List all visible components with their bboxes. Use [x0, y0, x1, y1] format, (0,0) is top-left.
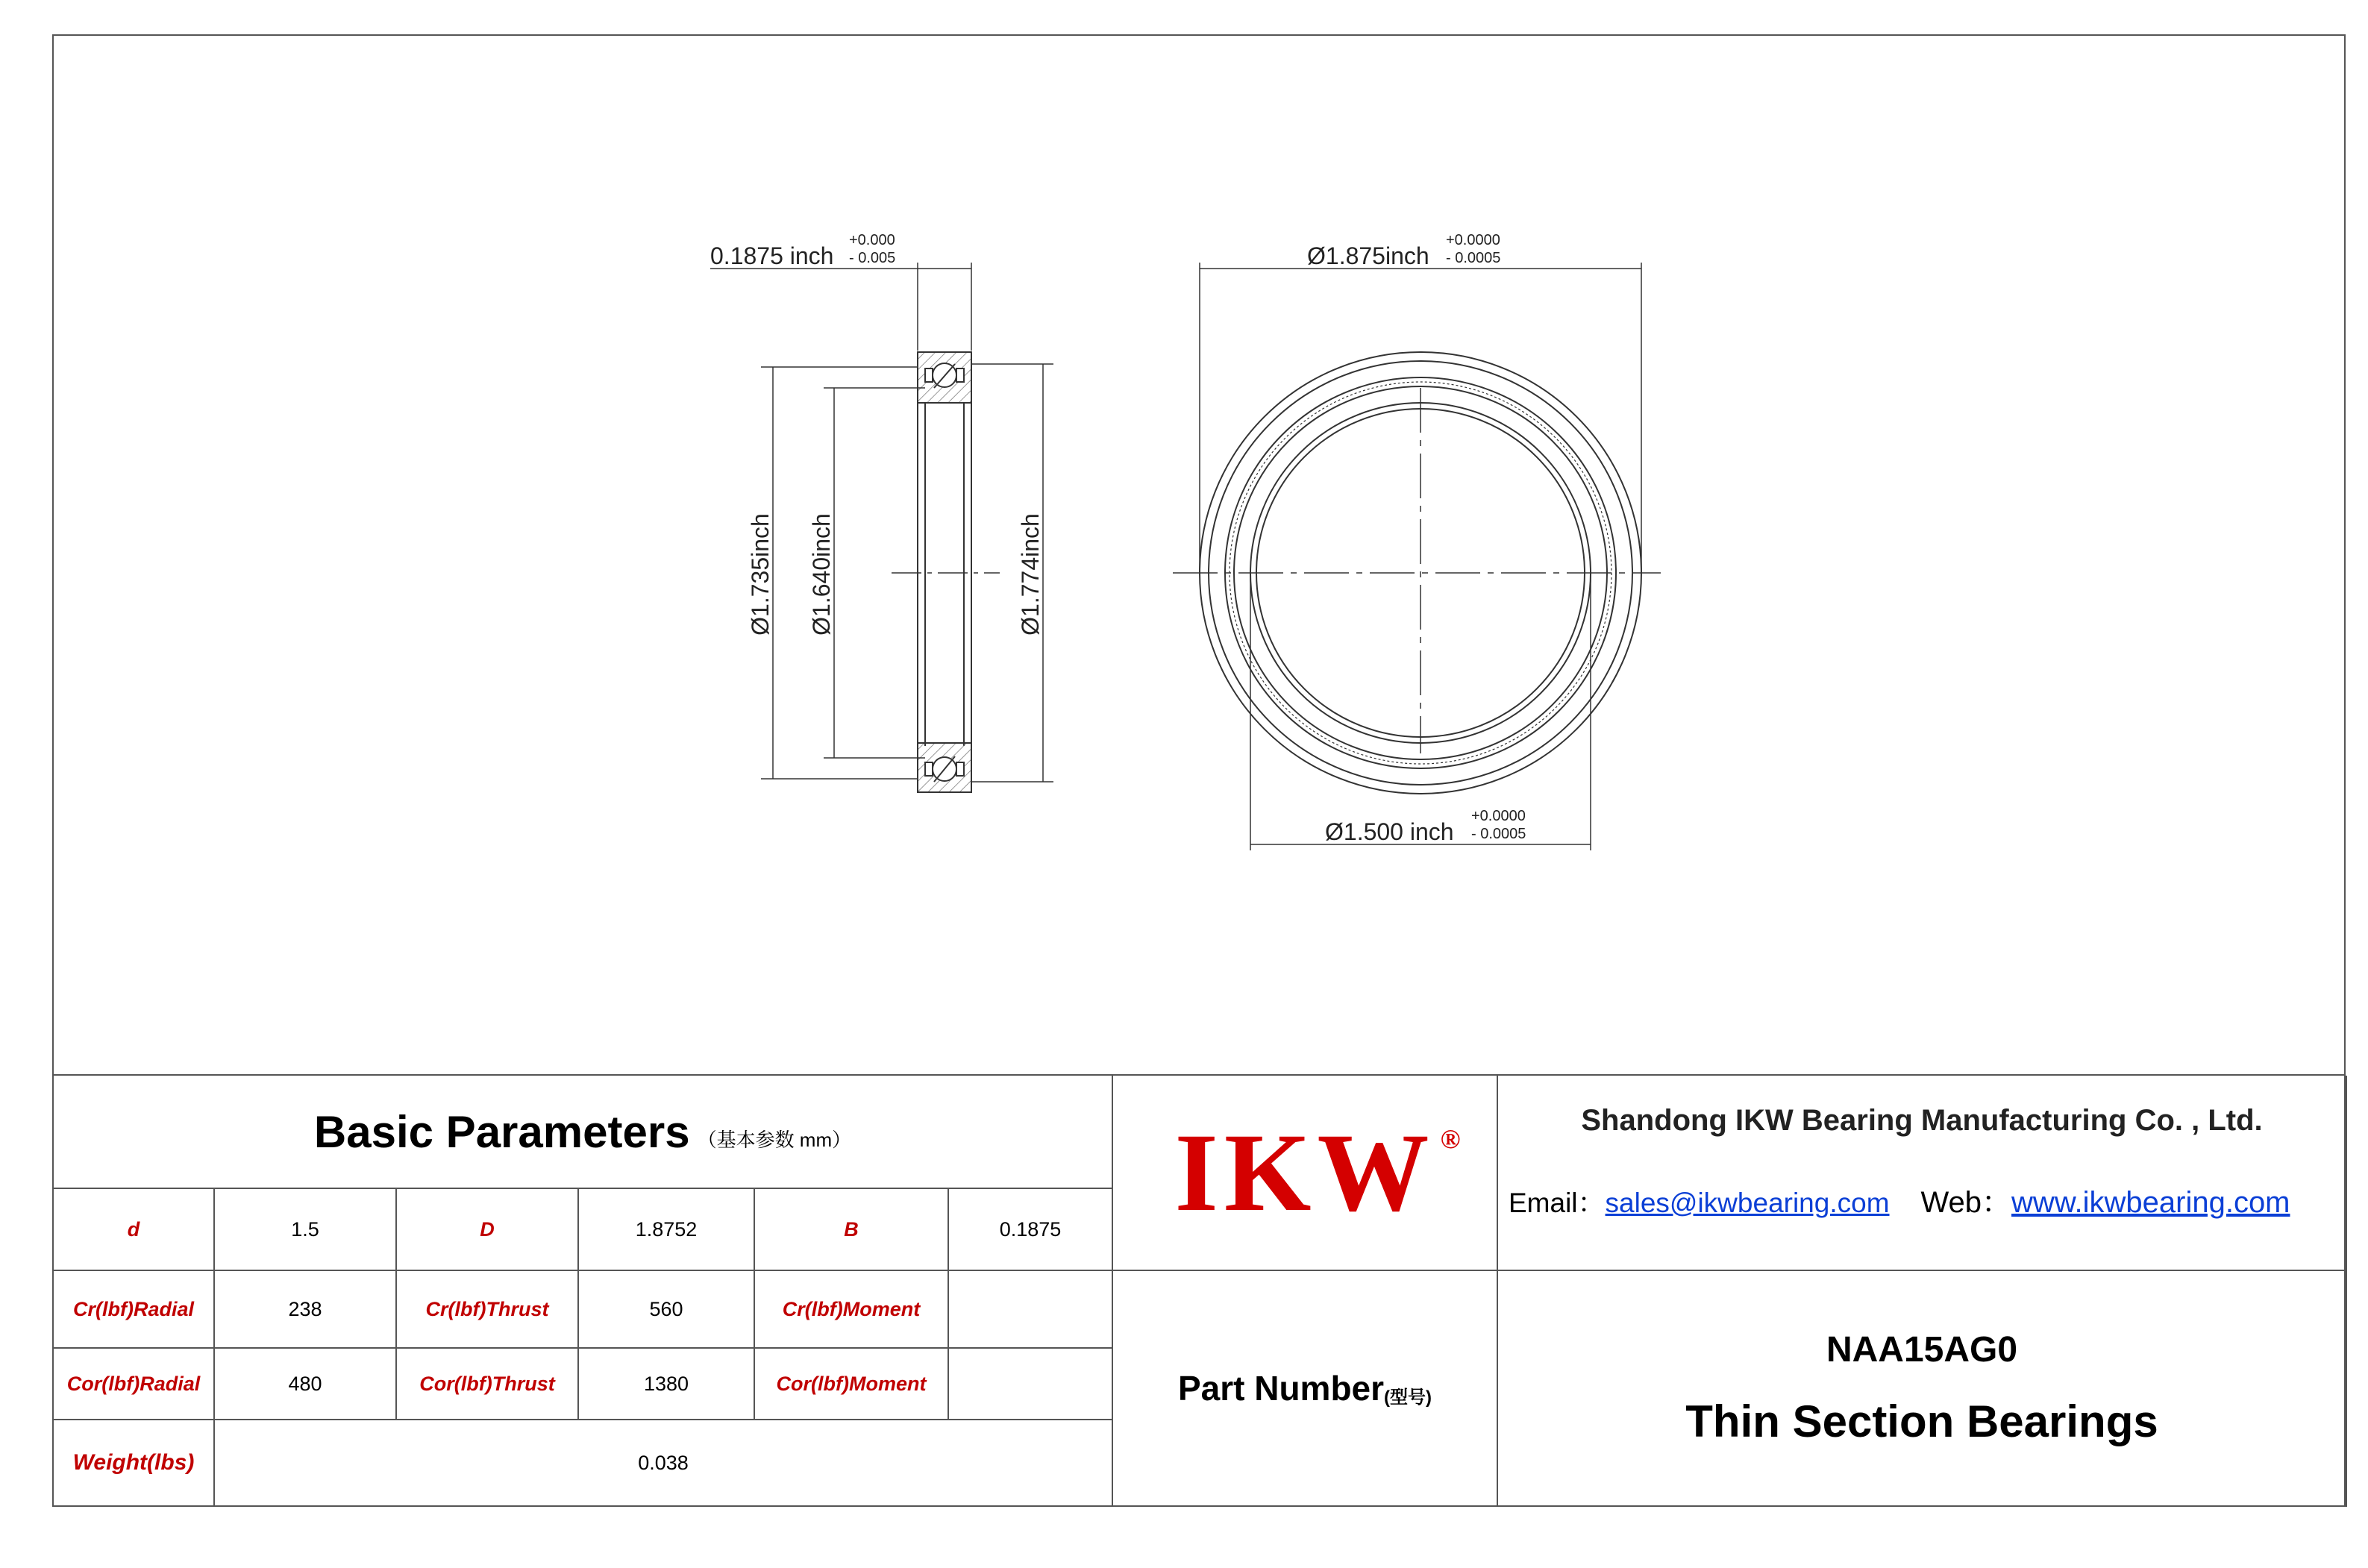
- width-tol-plus: +0.000: [849, 232, 895, 248]
- part-number-label-cell: [1113, 1271, 1498, 1507]
- dim-1774: Ø1.774inch: [1017, 513, 1044, 636]
- param-label-cor-radial: Cor(lbf)Radial: [54, 1349, 215, 1420]
- param-label-B: B: [755, 1189, 949, 1271]
- param-label-cr-radial: Cr(lbf)Radial: [54, 1271, 215, 1349]
- logo-text: IKW: [1174, 1111, 1435, 1235]
- width-dimension: 0.1875 inch: [710, 242, 834, 269]
- param-label-cor-moment: Cor(lbf)Moment: [755, 1349, 949, 1420]
- part-number: NAA15AG0: [1826, 1330, 2018, 1370]
- param-value-cor-radial: 480: [215, 1349, 397, 1420]
- outer-dimension: Ø1.875inch: [1307, 242, 1429, 269]
- param-label-d: d: [54, 1189, 215, 1271]
- inner-tol-plus: +0.0000: [1471, 808, 1526, 824]
- param-label-cr-moment: Cr(lbf)Moment: [755, 1271, 949, 1349]
- param-label-cor-thrust: Cor(lbf)Thrust: [397, 1349, 579, 1420]
- outer-tol-minus: - 0.0005: [1446, 250, 1501, 266]
- basic-params-title: Basic Parameters: [313, 1106, 690, 1157]
- part-number-label-cn: (型号): [1384, 1387, 1432, 1408]
- company-name: Shandong IKW Bearing Manufacturing Co. , Ltd.: [1581, 1104, 2263, 1137]
- front-view: [1173, 263, 1661, 850]
- inner-dimension: Ø1.500 inch: [1325, 818, 1454, 845]
- weight-value: 0.038: [215, 1420, 1113, 1507]
- param-label-cr-thrust: Cr(lbf)Thrust: [397, 1271, 579, 1349]
- param-label-D: D: [397, 1189, 579, 1271]
- part-number-value-cell: [1498, 1271, 2347, 1507]
- param-value-cr-moment: [949, 1271, 1113, 1349]
- web-link[interactable]: www.ikwbearing.com: [2011, 1186, 2290, 1219]
- part-number-label: Part Number: [1177, 1369, 1385, 1408]
- email-link[interactable]: sales@ikwbearing.com: [1605, 1188, 1890, 1218]
- ikw-logo: [1174, 1108, 1461, 1237]
- param-value-cor-moment: [949, 1349, 1113, 1420]
- company-cell: [1498, 1076, 2347, 1271]
- param-value-d: 1.5: [215, 1189, 397, 1271]
- web-label: Web：: [1920, 1186, 2012, 1219]
- dim-1735: Ø1.735inch: [747, 513, 774, 636]
- param-value-cr-thrust: 560: [579, 1271, 755, 1349]
- width-tol-minus: - 0.005: [849, 250, 896, 266]
- title-block: [52, 1074, 2346, 1507]
- bearing-type: Thin Section Bearings: [1685, 1396, 2158, 1446]
- param-value-B: 0.1875: [949, 1189, 1113, 1271]
- weight-label: Weight(lbs): [54, 1420, 215, 1507]
- email-label: Email：: [1509, 1188, 1606, 1218]
- basic-params-subtitle: （基本参数 mm）: [697, 1128, 852, 1151]
- outer-tol-plus: +0.0000: [1446, 232, 1500, 248]
- param-value-cr-radial: 238: [215, 1271, 397, 1349]
- logo-cell: [1113, 1076, 1498, 1271]
- inner-tol-minus: - 0.0005: [1471, 826, 1526, 842]
- basic-params-header: [54, 1076, 1113, 1189]
- dim-1640: Ø1.640inch: [808, 513, 835, 636]
- contact-line: [1509, 1179, 2290, 1221]
- logo-registered-mark: ®: [1440, 1124, 1461, 1154]
- param-value-cor-thrust: 1380: [579, 1349, 755, 1420]
- param-value-D: 1.8752: [579, 1189, 755, 1271]
